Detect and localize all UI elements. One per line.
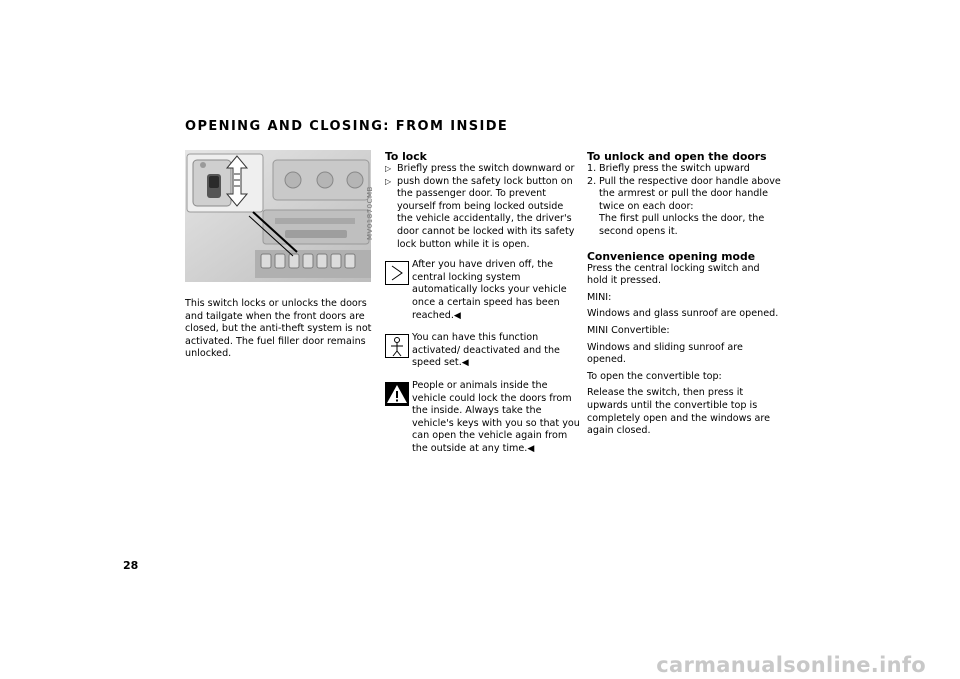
photo-code: MV01870CMB [366,186,374,240]
intro-text: This switch locks or unlocks the doors and tailgate when the front doors are closed, but the anti-theft system is not activated. The fuel filler door remains unlocked. [185,298,372,360]
step-number: 1. [587,163,597,174]
center-console-photo [185,150,371,282]
release-text: Release the switch, then press it upwards until the convertible top is completely open and the windows are again closed. [587,387,771,437]
mini-text: Windows and glass sunroof are opened. [587,308,779,320]
open-top-label: To open the convertible top: [587,370,722,382]
step-number: 2. [587,175,597,187]
note-dealer [385,332,580,370]
convertible-label: MINI Convertible: [587,324,670,336]
list-item [385,176,580,252]
step-text: Pull the respective door handle above the armrest or pull the door handle twice on each door: [599,175,781,212]
convertible-text: Windows and sliding sunroof are opened. [587,341,743,366]
warning-icon [385,382,409,406]
end-mark-icon: ◀ [461,358,469,369]
list-item-text: Briefly press the switch downward or [397,163,575,174]
section-title: OPENING AND CLOSING: FROM INSIDE [185,119,509,134]
triangle-bullet-icon: ▷ [385,164,392,173]
intro-column [185,298,377,361]
list-item [385,163,580,176]
step-text: Briefly press the switch upward [599,163,750,174]
unlock-heading: To unlock and open the doors [587,150,767,163]
end-mark-icon: ◀ [527,443,535,454]
step-detail: The first pull unlocks the door, the second opens it. [599,213,765,237]
unlock-column [587,150,782,438]
end-mark-icon: ◀ [453,310,461,321]
mini-label: MINI: [587,291,612,303]
watermark: carmanualsonline.info [656,653,926,677]
to-lock-column [385,150,580,455]
convenience-heading: Convenience opening mode [587,249,756,263]
list-item [587,176,782,214]
service-person-icon [385,334,409,358]
warning-note [385,380,580,456]
to-lock-heading: To lock [385,150,427,163]
note-auto-lock [385,259,580,322]
convenience-text: Press the central locking switch and hold it pressed. [587,262,760,287]
triangle-bullet-icon: ▷ [385,176,392,186]
note-text: You can have this function activated/ deactivated and the speed set. [412,332,560,369]
note-text: After you have driven off, the central locking system automatically locks your vehicle once a certain speed has been reached. [412,259,567,321]
list-item-text: push down the safety lock button on the passenger door. To prevent yourself from being locked outside the vehicle accidentally, the driver's door cannot be locked with its safety lock button while it is open. [397,175,575,250]
page-number: 28 [123,559,139,572]
note-text: People or animals inside the vehicle could lock the doors from the inside. Always take the vehicle's keys with you so that you can open the vehicle again from the outside at any time. [412,379,580,454]
list-item [587,163,782,176]
note-arrow-icon [385,261,409,285]
